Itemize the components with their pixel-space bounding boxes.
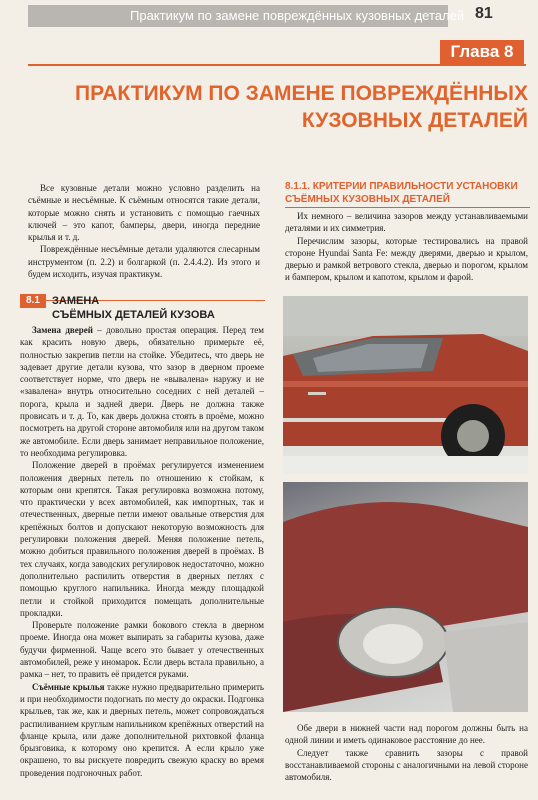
- caption-2: Следует также сравнить зазоры с правой восстанавливаемой стороны с аналогичными на левой стороне автомобиля.: [285, 747, 528, 783]
- paragraph-doors-text: – довольно простая операция. Перед тем как красить новую дверь, обязательно примерьте её, полностью закрепив петли на стойке. Убедитесь, что дверь не задевает другие детали кузова, что зазор в дверном проеме соответствует норме, что дверь не «вывалена» наружу и не «завалена» внутрь относительно соседних с ней деталей – порога, крыла и задней двери. Дверь не должна также провисать и т. д. То, как дверь должна стоять в проёме, можно посмотреть на другой стороне автомобиля или на другом таком же автомобиле. Если дверь занимает неправильное положение, то необходима регулировка.: [20, 325, 264, 458]
- section-title-line2: СЪЁМНЫХ ДЕТАЛЕЙ КУЗОВА: [52, 309, 215, 321]
- column-2-text: [285, 210, 528, 284]
- chapter-label: Глава 8: [440, 40, 524, 64]
- chapter-title-line2: КУЗОВНЫХ ДЕТАЛЕЙ: [301, 109, 528, 132]
- car-front-illustration: [283, 482, 528, 712]
- lead-fenders: Съёмные крылья: [32, 681, 105, 692]
- photo-captions: [285, 722, 528, 783]
- car-side-illustration: [283, 296, 528, 474]
- chapter-title: [40, 80, 528, 134]
- section-number: 8.1: [20, 294, 46, 308]
- lead-doors: Замена дверей: [32, 325, 93, 335]
- paragraph-fenders-text: также нужно предварительно примерить и при необходимости подогнать по месту до окраски. Подгонка крыльев, так же, как и дверных петель, может сопровождаться распиливанием круглым напильником крепёжных отверстий на фланце крыла, или даже дополнительной рихтовкой фланца брызговика, к которому оно крепится. А если крыло уже окрашено, то вы рискуете повредить свежую краску во время проведения подгоночных работ.: [20, 681, 264, 778]
- photo-car-side: [283, 296, 528, 474]
- column-1-text: [20, 324, 264, 779]
- paragraph-frame: Проверьте положение рамки бокового стекла в дверном проеме. Иногда она может выпирать за габариты кузова, даже будучи фирменной. Чаще всего это бывает у отечественных автомобилей, реже у иномарок. Если дверь встала правильно, а рамка – нет, то править её придется руками.: [20, 620, 264, 680]
- subsection-title: 8.1.1. КРИТЕРИИ ПРАВИЛЬНОСТИ УСТАНОВКИ СЪЁМНЫХ КУЗОВНЫХ ДЕТАЛЕЙ: [285, 181, 518, 205]
- paragraph-hinges: Положение дверей в проёмах регулируется изменением положения дверных петель по отношению к стойкам, к которым они крепятся. Такая регулировка возможна потому, что практически у всех автомобилей, как импортных, так и отечественных, дверные петли имеют овальные отверстия для крепёжных болтов и допускают некоторую возможность для регулировки положения дверей. Меняя положение петель, можно добиться правильного положения дверей в проёмах. В тех случаях, когда заводских регулировок недостаточно, можно дополнительно распилить отверстия в дверных петлях с помощью круглого напильника. Иногда между площадкой петли и стойкой приходится помещать дополнительные прокладки.: [20, 460, 264, 618]
- paragraph-doors: [20, 324, 264, 459]
- running-header: [0, 0, 538, 33]
- section-title: [52, 294, 215, 322]
- page-number: 81: [475, 5, 493, 22]
- chapter-rule: [28, 64, 526, 66]
- chapter-title-line1: ПРАКТИКУМ ПО ЗАМЕНЕ ПОВРЕЖДЁННЫХ: [75, 82, 528, 105]
- photo-car-front: [283, 482, 528, 712]
- intro-paragraph-2: Повреждённые несъёмные детали удаляются слесарным инструментом (п. 2.2) и болгаркой (п. 2.4.4.2). Из этого и будем исходить, изучая практикум.: [28, 244, 260, 280]
- paragraph-fenders: [20, 681, 264, 779]
- intro-paragraph-1: Все кузовные детали можно условно разделить на съёмные и несъёмные. К съёмным относятся такие детали, которые можно снять и установить с помощью гаечных ключей – это капот, бамперы, двери, иногда передние крылья и т. д.: [28, 183, 260, 243]
- caption-1: Обе двери в нижней части над порогом должны быть на одной линии и иметь одинаковое расстояние до нее.: [285, 723, 528, 746]
- running-title: Практикум по замене повреждённых кузовных деталей: [130, 8, 465, 23]
- intro-text: [28, 182, 260, 280]
- subsection-rule: [285, 207, 530, 208]
- section-title-line1: ЗАМЕНА: [52, 295, 100, 307]
- paragraph-gaps: Их немного – величина зазоров между устанавливаемыми деталями и их симметрия.: [285, 211, 528, 234]
- paragraph-gap-list: Перечислим зазоры, которые тестировались на правой стороне Hyundai Santa Fe: между дверями, дверью и крылом, дверью и рамкой ветрового стекла, дверью и порогом, крылом и бампером, крылом и капотом, крылом и фарой.: [285, 235, 528, 283]
